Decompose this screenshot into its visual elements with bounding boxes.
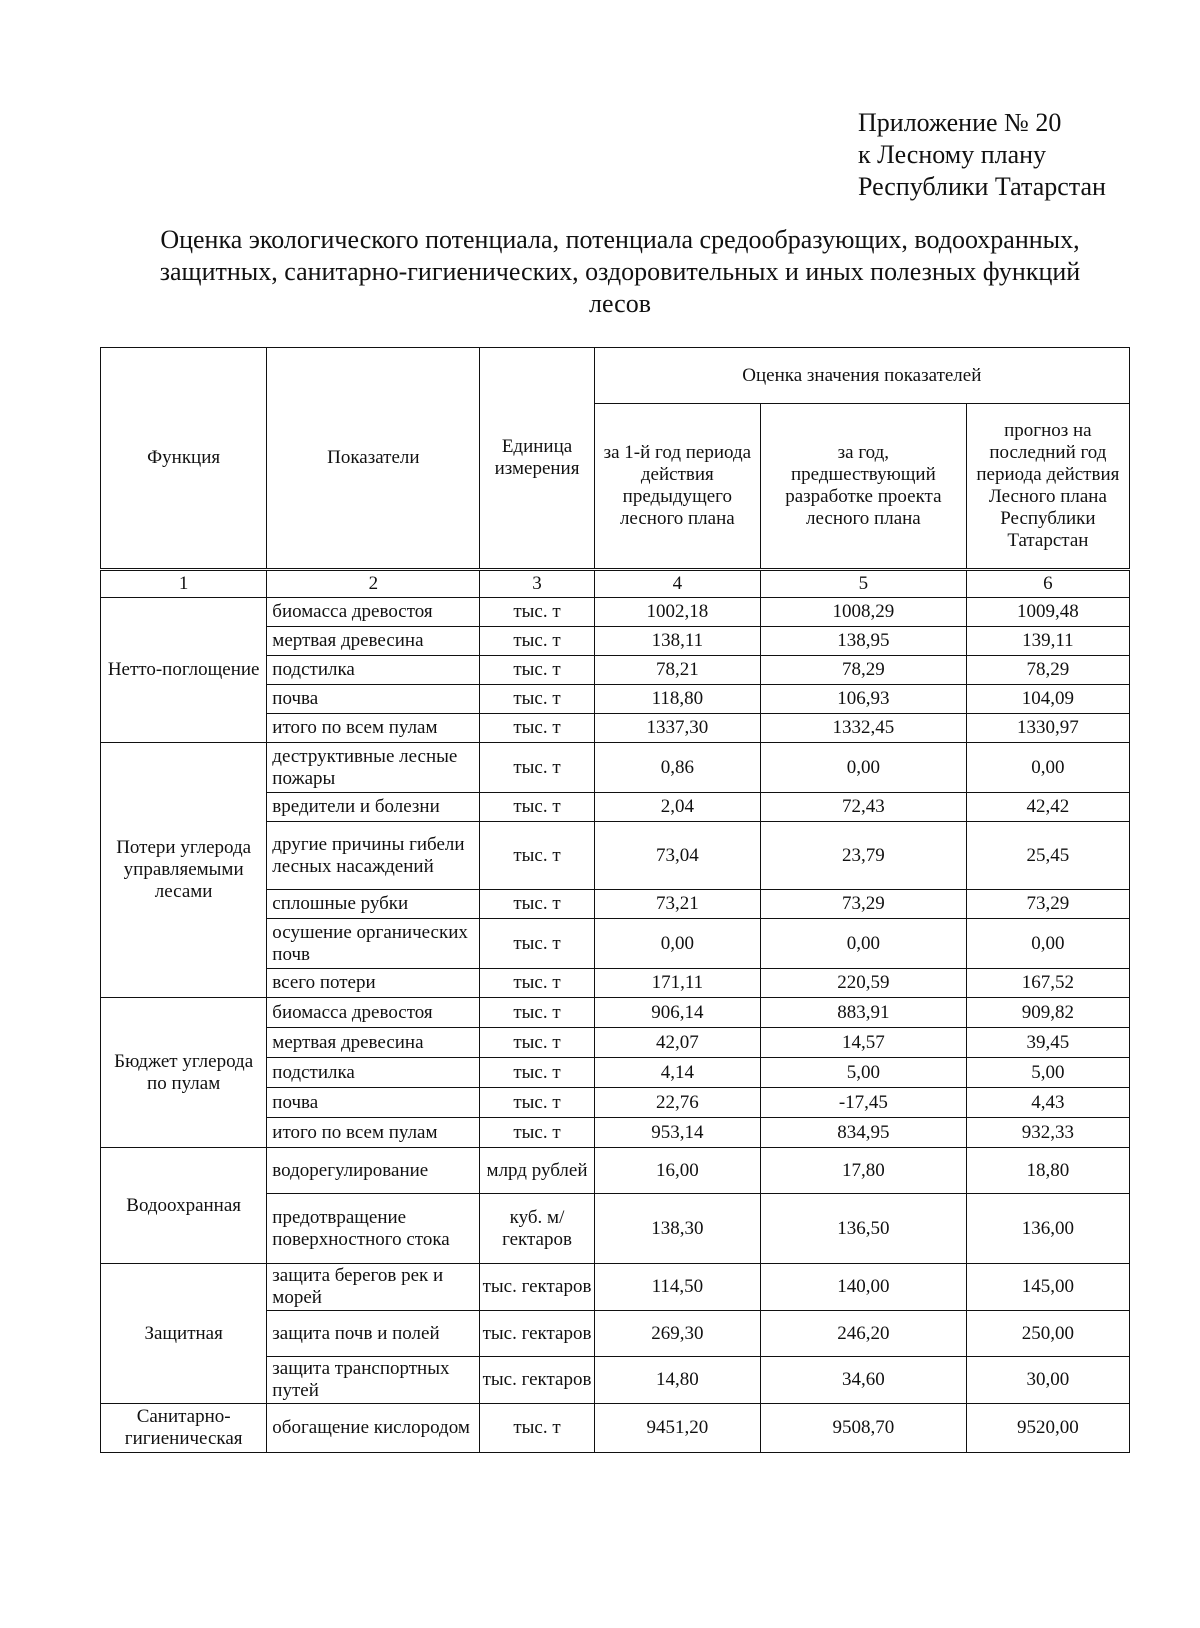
column-number: 6 — [966, 570, 1129, 598]
value-col-5-cell: 72,43 — [760, 793, 966, 822]
value-col-4-cell: 906,14 — [594, 998, 760, 1028]
unit-cell: тыс. т — [480, 1028, 594, 1058]
value-col-4-cell: 9451,20 — [594, 1404, 760, 1453]
value-col-5-cell: 9508,70 — [760, 1404, 966, 1453]
header-indicators: Показатели — [267, 348, 480, 570]
value-col-5-cell: 17,80 — [760, 1148, 966, 1194]
title-line-2: защитных, санитарно-гигиенических, оздоровительных и иных полезных функций — [159, 257, 1081, 286]
value-col-5-cell: 1008,29 — [760, 598, 966, 627]
value-col-6-cell: 104,09 — [966, 685, 1129, 714]
value-col-4-cell: 118,80 — [594, 685, 760, 714]
indicator-cell: всего потери — [267, 969, 480, 998]
indicator-cell: обогащение кислородом — [267, 1404, 480, 1453]
unit-cell: тыс. т — [480, 685, 594, 714]
value-col-6-cell: 250,00 — [966, 1311, 1129, 1357]
function-cell: Защитная — [101, 1264, 267, 1404]
indicator-cell: другие причины гибели лесных насаждений — [267, 822, 480, 890]
indicator-cell: итого по всем пулам — [267, 1118, 480, 1148]
unit-cell: тыс. гектаров — [480, 1357, 594, 1404]
value-col-6-cell: 1009,48 — [966, 598, 1129, 627]
table-row — [101, 1148, 1130, 1194]
value-col-4-cell: 4,14 — [594, 1058, 760, 1088]
unit-cell: тыс. т — [480, 743, 594, 793]
value-col-4-cell: 953,14 — [594, 1118, 760, 1148]
value-col-6-cell: 0,00 — [966, 743, 1129, 793]
value-col-5-cell: 73,29 — [760, 890, 966, 919]
value-col-6-cell: 4,43 — [966, 1088, 1129, 1118]
value-col-5-cell: 78,29 — [760, 656, 966, 685]
value-col-4-cell: 138,30 — [594, 1194, 760, 1264]
title-line-1: Оценка экологического потенциала, потенциала средообразующих, водоохранных, — [160, 225, 1080, 254]
value-col-5-cell: 220,59 — [760, 969, 966, 998]
value-col-4-cell: 16,00 — [594, 1148, 760, 1194]
unit-cell: тыс. т — [480, 656, 594, 685]
indicator-cell: почва — [267, 685, 480, 714]
indicator-cell: защита почв и полей — [267, 1311, 480, 1357]
column-numbers-row — [101, 570, 1130, 598]
value-col-4-cell: 1337,30 — [594, 714, 760, 743]
indicator-cell: биомасса древостоя — [267, 598, 480, 627]
unit-cell: тыс. т — [480, 793, 594, 822]
value-col-4-cell: 0,86 — [594, 743, 760, 793]
table-row — [101, 598, 1130, 627]
value-col-5-cell: 0,00 — [760, 919, 966, 969]
evaluation-table — [100, 347, 1130, 1453]
value-col-5-cell: 834,95 — [760, 1118, 966, 1148]
column-number: 1 — [101, 570, 267, 598]
value-col-6-cell: 139,11 — [966, 627, 1129, 656]
column-number: 4 — [594, 570, 760, 598]
value-col-5-cell: 883,91 — [760, 998, 966, 1028]
indicator-cell: мертвая древесина — [267, 1028, 480, 1058]
value-col-6-cell: 145,00 — [966, 1264, 1129, 1311]
value-col-5-cell: 246,20 — [760, 1311, 966, 1357]
indicator-cell: почва — [267, 1088, 480, 1118]
value-col-6-cell: 25,45 — [966, 822, 1129, 890]
indicator-cell: мертвая древесина — [267, 627, 480, 656]
value-col-5-cell: 140,00 — [760, 1264, 966, 1311]
table-row — [101, 743, 1130, 793]
function-cell: Бюджет углерода по пулам — [101, 998, 267, 1148]
indicator-cell: деструктивные лесные пожары — [267, 743, 480, 793]
value-col-5-cell: 14,57 — [760, 1028, 966, 1058]
appendix-block — [858, 107, 1188, 203]
value-col-6-cell: 1330,97 — [966, 714, 1129, 743]
unit-cell: тыс. т — [480, 1058, 594, 1088]
value-col-5-cell: 1332,45 — [760, 714, 966, 743]
value-col-6-cell: 0,00 — [966, 919, 1129, 969]
unit-cell: тыс. т — [480, 1118, 594, 1148]
value-col-6-cell: 5,00 — [966, 1058, 1129, 1088]
table-row — [101, 1404, 1130, 1453]
unit-cell: тыс. т — [480, 1404, 594, 1453]
unit-cell: тыс. т — [480, 998, 594, 1028]
evaluation-table-container — [100, 347, 1130, 1453]
value-col-6-cell: 9520,00 — [966, 1404, 1129, 1453]
value-col-5-cell: -17,45 — [760, 1088, 966, 1118]
function-cell: Водоохранная — [101, 1148, 267, 1264]
value-col-6-cell: 18,80 — [966, 1148, 1129, 1194]
value-col-4-cell: 78,21 — [594, 656, 760, 685]
value-col-6-cell: 167,52 — [966, 969, 1129, 998]
value-col-4-cell: 22,76 — [594, 1088, 760, 1118]
value-col-6-cell: 30,00 — [966, 1357, 1129, 1404]
appendix-region: Республики Татарстан — [858, 172, 1106, 201]
unit-cell: тыс. т — [480, 969, 594, 998]
table-body — [101, 570, 1130, 1453]
value-col-6-cell: 909,82 — [966, 998, 1129, 1028]
header-col-5: за год, предшествующий разработке проекта лесного плана — [760, 404, 966, 570]
function-cell: Потери углерода управляемыми лесами — [101, 743, 267, 998]
header-evaluation: Оценка значения показателей — [594, 348, 1129, 404]
indicator-cell: подстилка — [267, 1058, 480, 1088]
appendix-reference: к Лесному плану — [858, 140, 1047, 169]
value-col-4-cell: 73,04 — [594, 822, 760, 890]
unit-cell: куб. м/ гектаров — [480, 1194, 594, 1264]
value-col-4-cell: 138,11 — [594, 627, 760, 656]
value-col-5-cell: 34,60 — [760, 1357, 966, 1404]
value-col-4-cell: 171,11 — [594, 969, 760, 998]
value-col-4-cell: 114,50 — [594, 1264, 760, 1311]
value-col-4-cell: 0,00 — [594, 919, 760, 969]
value-col-6-cell: 136,00 — [966, 1194, 1129, 1264]
indicator-cell: защита транспортных путей — [267, 1357, 480, 1404]
unit-cell: тыс. гектаров — [480, 1264, 594, 1311]
indicator-cell: осушение органических почв — [267, 919, 480, 969]
value-col-5-cell: 136,50 — [760, 1194, 966, 1264]
unit-cell: тыс. т — [480, 890, 594, 919]
value-col-4-cell: 73,21 — [594, 890, 760, 919]
value-col-6-cell: 42,42 — [966, 793, 1129, 822]
value-col-4-cell: 1002,18 — [594, 598, 760, 627]
column-number: 2 — [267, 570, 480, 598]
unit-cell: тыс. т — [480, 1088, 594, 1118]
indicator-cell: водорегулирование — [267, 1148, 480, 1194]
table-row — [101, 1264, 1130, 1311]
indicator-cell: защита берегов рек и морей — [267, 1264, 480, 1311]
unit-cell: тыс. т — [480, 598, 594, 627]
function-cell: Нетто-поглощение — [101, 598, 267, 743]
column-number: 5 — [760, 570, 966, 598]
value-col-5-cell: 5,00 — [760, 1058, 966, 1088]
value-col-6-cell: 73,29 — [966, 890, 1129, 919]
header-unit: Единица измерения — [480, 348, 594, 570]
column-number: 3 — [480, 570, 594, 598]
indicator-cell: сплошные рубки — [267, 890, 480, 919]
unit-cell: тыс. т — [480, 919, 594, 969]
unit-cell: тыс. т — [480, 627, 594, 656]
title-line-3: лесов — [589, 289, 651, 318]
unit-cell: тыс. т — [480, 714, 594, 743]
function-cell: Санитарно-гигиеническая — [101, 1404, 267, 1453]
table-row — [101, 998, 1130, 1028]
value-col-5-cell: 23,79 — [760, 822, 966, 890]
header-function: Функция — [101, 348, 267, 570]
value-col-5-cell: 106,93 — [760, 685, 966, 714]
value-col-6-cell: 932,33 — [966, 1118, 1129, 1148]
indicator-cell: биомасса древостоя — [267, 998, 480, 1028]
indicator-cell: вредители и болезни — [267, 793, 480, 822]
unit-cell: тыс. гектаров — [480, 1311, 594, 1357]
value-col-4-cell: 14,80 — [594, 1357, 760, 1404]
value-col-4-cell: 2,04 — [594, 793, 760, 822]
header-col-4: за 1-й год периода действия предыдущего лесного плана — [594, 404, 760, 570]
value-col-6-cell: 39,45 — [966, 1028, 1129, 1058]
header-col-6: прогноз на последний год периода действия Лесного плана Республики Татарстан — [966, 404, 1129, 570]
value-col-4-cell: 269,30 — [594, 1311, 760, 1357]
appendix-number: Приложение № 20 — [858, 108, 1062, 137]
document-title — [100, 224, 1140, 320]
indicator-cell: подстилка — [267, 656, 480, 685]
indicator-cell: предотвращение поверхностного стока — [267, 1194, 480, 1264]
value-col-4-cell: 42,07 — [594, 1028, 760, 1058]
unit-cell: млрд рублей — [480, 1148, 594, 1194]
value-col-6-cell: 78,29 — [966, 656, 1129, 685]
value-col-5-cell: 0,00 — [760, 743, 966, 793]
value-col-5-cell: 138,95 — [760, 627, 966, 656]
indicator-cell: итого по всем пулам — [267, 714, 480, 743]
unit-cell: тыс. т — [480, 822, 594, 890]
